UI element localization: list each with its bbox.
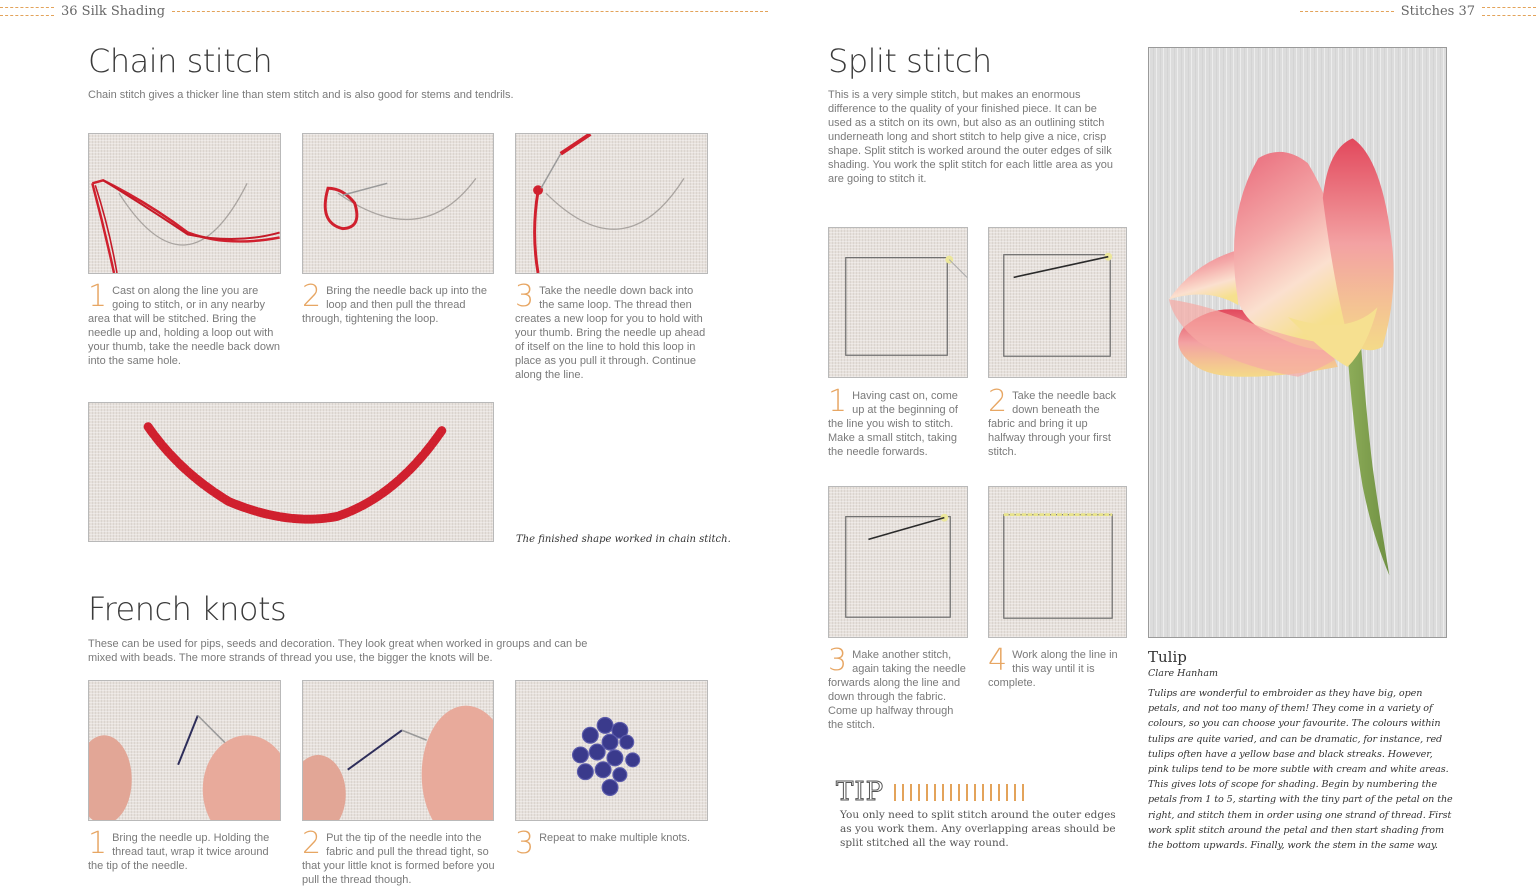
step-number: 1: [828, 384, 848, 419]
french-step-2: [302, 826, 497, 887]
tulip-description: Tulips are wonderful to embroider as they have big, open petals, and not too many of them! They come in a variety of colours, so you can choose your favourite. The colours within tulips are quite varied, and can be dramatic, for instance, red tulips often have a yellow base and black streaks. However, pink tulips tend to be more subtle with cream and white areas. This gives lots of scope for shading. Begin by numbering the petals from 1 to 5, starting with the tiny part of the petal on the right, and stitch them in order using one strand of thread. First work split stitch around the petal and then start shading from the bottom upwards. Finally, work the stem in the same way.: [1148, 688, 1453, 852]
chain-step-3-illustration: [516, 134, 707, 273]
split-step-1: [828, 384, 968, 459]
header-dash-ornament: [0, 7, 54, 16]
step-number: 2: [988, 384, 1008, 419]
header-dash-ornament: [1482, 7, 1536, 16]
right-folio: Stitches 37: [1400, 3, 1475, 19]
tip-text: You only need to split stitch around the outer edges as you work them. Any overlapping areas should be split stitched all the way round.: [840, 809, 1116, 849]
step-number: 4: [988, 643, 1008, 678]
chain-step-1-illustration: [89, 134, 280, 273]
chain-step-2-illustration: [303, 134, 493, 273]
split-step-1-illustration: [829, 228, 967, 377]
left-folio: 36 Silk Shading: [61, 3, 166, 19]
tip-label: TIP: [836, 777, 885, 807]
split-step-2: [988, 384, 1128, 459]
left-running-head: [0, 3, 768, 19]
tip-heading: [836, 777, 1026, 807]
french-step-2-photo: [302, 680, 494, 821]
step-number: 3: [515, 279, 535, 314]
step-text: Take the needle down back into the same loop. The thread then creates a new loop for you to hold with your thumb. Bring the needle up ahead of itself on the line to hold this loop in place as you pull it through. Continue along the line.: [515, 285, 706, 381]
tulip-author: Clare Hanham: [1148, 668, 1219, 679]
french-step-3: [515, 826, 710, 861]
french-step-1-photo: [88, 680, 281, 821]
french-step-2-illustration: [303, 681, 493, 820]
step-number: 3: [828, 643, 848, 678]
tip-stitch-ornament: [894, 784, 1026, 801]
split-step-3-photo: [828, 486, 968, 638]
split-step-4: [988, 643, 1128, 690]
tulip-illustration: [1149, 48, 1446, 637]
header-dash-rule: [1300, 11, 1394, 12]
french-knots-title: French knots: [88, 590, 287, 628]
step-text: Make another stitch, again taking the needle forwards along the line and down through the fabric. Come up halfway through the stitch.: [828, 649, 966, 731]
step-text: Cast on along the line you are going to stitch, or in any nearby area that will be stitched. Bring the needle up and, holding a loop out with your thumb, take the needle back down into the same hole.: [88, 285, 281, 367]
step-text: Repeat to make multiple knots.: [539, 832, 691, 844]
chain-step-1-photo: [88, 133, 281, 274]
chain-finished-caption: The finished shape worked in chain stitch.: [516, 534, 731, 545]
step-number: 3: [515, 826, 535, 861]
step-number: 1: [88, 826, 108, 861]
step-number: 2: [302, 279, 322, 314]
chain-step-3: [515, 279, 710, 382]
french-step-1-illustration: [89, 681, 280, 820]
tulip-embroidery-photo: [1148, 47, 1447, 638]
french-knots-cluster-illustration: [516, 681, 707, 820]
chain-step-3-photo: [515, 133, 708, 274]
split-step-2-photo: [988, 227, 1127, 378]
chain-finished-photo: [88, 402, 494, 542]
french-step-1: [88, 826, 278, 873]
chain-step-1: [88, 279, 283, 368]
split-stitch-title: Split stitch: [828, 42, 992, 80]
step-text: Put the tip of the needle into the fabric and pull the thread tight, so that your little knot is formed before you pull the thread though.: [302, 832, 495, 886]
french-step-3-photo: [515, 680, 708, 821]
chain-step-2-photo: [302, 133, 494, 274]
step-text: Work along the line in this way until it is complete.: [988, 649, 1118, 689]
split-step-4-illustration: [989, 487, 1126, 637]
chain-stitch-title: Chain stitch: [88, 42, 273, 80]
step-text: Having cast on, come up at the beginning of the line you wish to stitch. Make a small stitch, taking the needle forwards.: [828, 390, 958, 458]
split-step-4-photo: [988, 486, 1127, 638]
tulip-title: Tulip: [1148, 648, 1187, 666]
header-dash-rule: [172, 11, 768, 12]
chain-step-2: [302, 279, 497, 326]
step-text: Bring the needle back up into the loop and then pull the thread through, tightening the loop.: [302, 285, 487, 325]
split-step-2-illustration: [989, 228, 1126, 377]
step-text: Take the needle back down beneath the fabric and bring it up halfway through your first stitch.: [988, 390, 1117, 458]
split-step-1-photo: [828, 227, 968, 378]
split-step-3: [828, 643, 968, 732]
split-step-3-illustration: [829, 487, 967, 637]
step-text: Bring the needle up. Holding the thread taut, wrap it twice around the tip of the needle.: [88, 832, 270, 872]
chain-finished-illustration: [89, 403, 493, 541]
french-knots-intro: These can be used for pips, seeds and decoration. They look great when worked in groups and can be mixed with beads. The more strands of thread you use, the bigger the knots will be.: [88, 638, 588, 664]
step-number: 1: [88, 279, 108, 314]
step-number: 2: [302, 826, 322, 861]
split-stitch-intro: This is a very simple stitch, but makes an enormous difference to the quality of your finished piece. It can be used as a stitch on its own, but also as an outlining stitch underneath long and short stitch to help give a nice, crisp shape. Split stitch is worked around the outer edges of silk shading. You work the split stitch for each little area as you are going to stitch it.: [828, 89, 1113, 185]
chain-stitch-intro: Chain stitch gives a thicker line than stem stitch and is also good for stems and tendrils.: [88, 89, 514, 101]
right-running-head: [1300, 3, 1536, 19]
